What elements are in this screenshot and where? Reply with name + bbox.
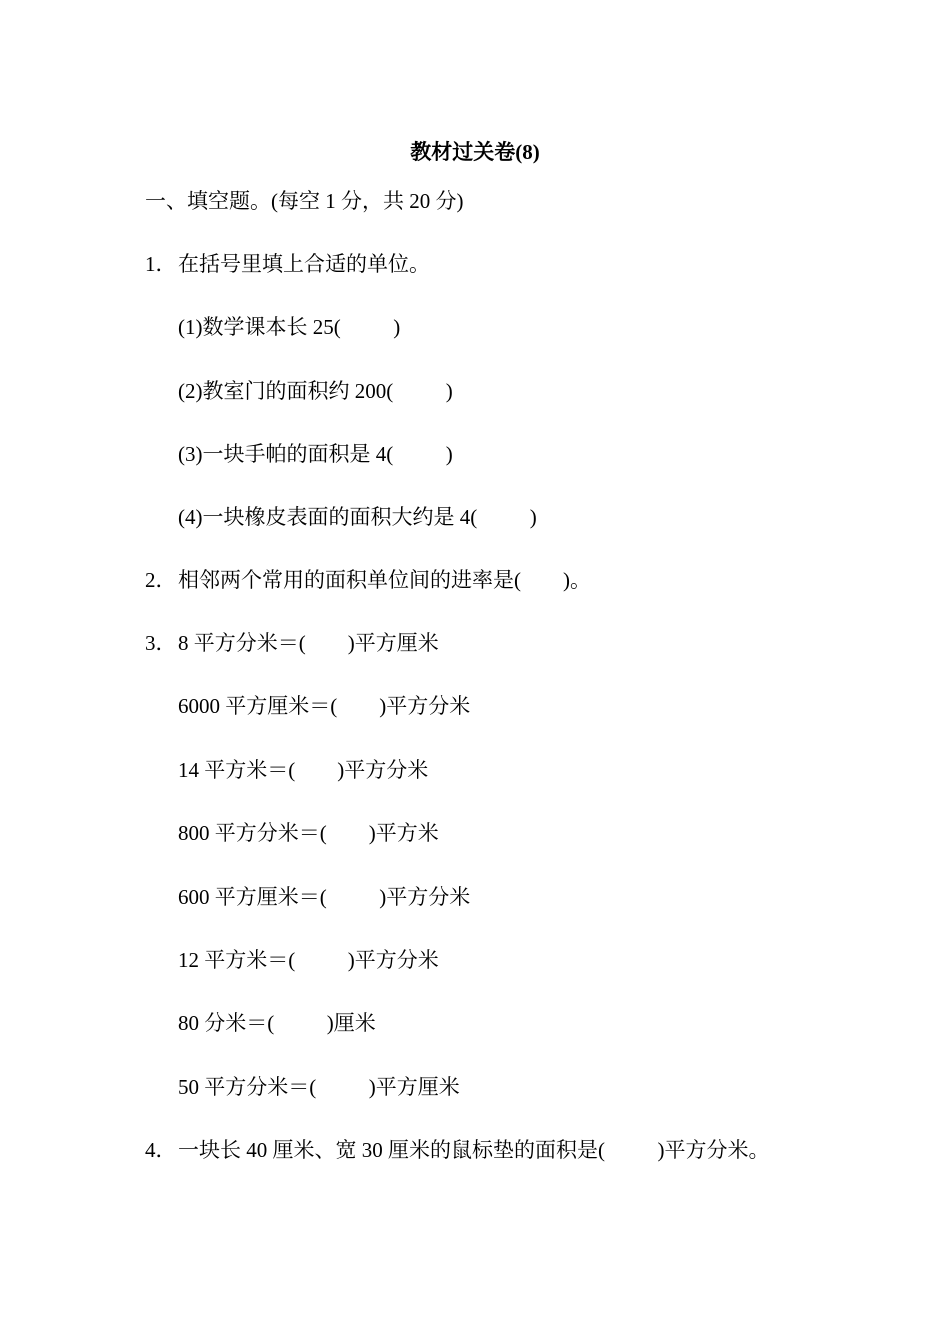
question-number: 2．	[145, 568, 177, 592]
question-stem: 8 平方分米＝( )平方厘米	[178, 631, 439, 655]
exam-title: 教材过关卷(8)	[410, 140, 540, 164]
question-3-item-6: 80 分米＝( )厘米	[178, 1011, 376, 1035]
question-3-item-7: 50 平方分米＝( )平方厘米	[178, 1075, 460, 1099]
question-number: 4．	[145, 1138, 177, 1162]
question-3-item-2: 14 平方米＝( )平方分米	[178, 758, 429, 782]
question-number: 3．	[145, 631, 177, 655]
question-3-item-4: 600 平方厘米＝( )平方分米	[178, 885, 471, 909]
question-3-item-1: 6000 平方厘米＝( )平方分米	[178, 694, 471, 718]
question-1-item-2: (2)教室门的面积约 200( )	[178, 379, 453, 403]
question-number: 1．	[145, 252, 177, 276]
question-1-item-3: (3)一块手帕的面积是 4( )	[178, 442, 453, 466]
section-heading: 一、填空题。(每空 1 分，共 20 分)	[145, 189, 464, 213]
question-1-item-4: (4)一块橡皮表面的面积大约是 4( )	[178, 505, 537, 529]
question-1-item-1: (1)数学课本长 25( )	[178, 315, 401, 339]
question-4	[145, 1134, 769, 1166]
question-stem: 相邻两个常用的面积单位间的进率是( )。	[178, 568, 591, 592]
question-stem: 一块长 40 厘米、宽 30 厘米的鼠标垫的面积是( )平方分米。	[178, 1138, 770, 1162]
question-3	[145, 627, 439, 659]
question-3-item-5: 12 平方米＝( )平方分米	[178, 948, 439, 972]
question-3-item-3: 800 平方分米＝( )平方米	[178, 821, 439, 845]
question-stem: 在括号里填上合适的单位。	[178, 252, 430, 276]
question-1	[145, 248, 430, 280]
question-2	[145, 564, 591, 596]
